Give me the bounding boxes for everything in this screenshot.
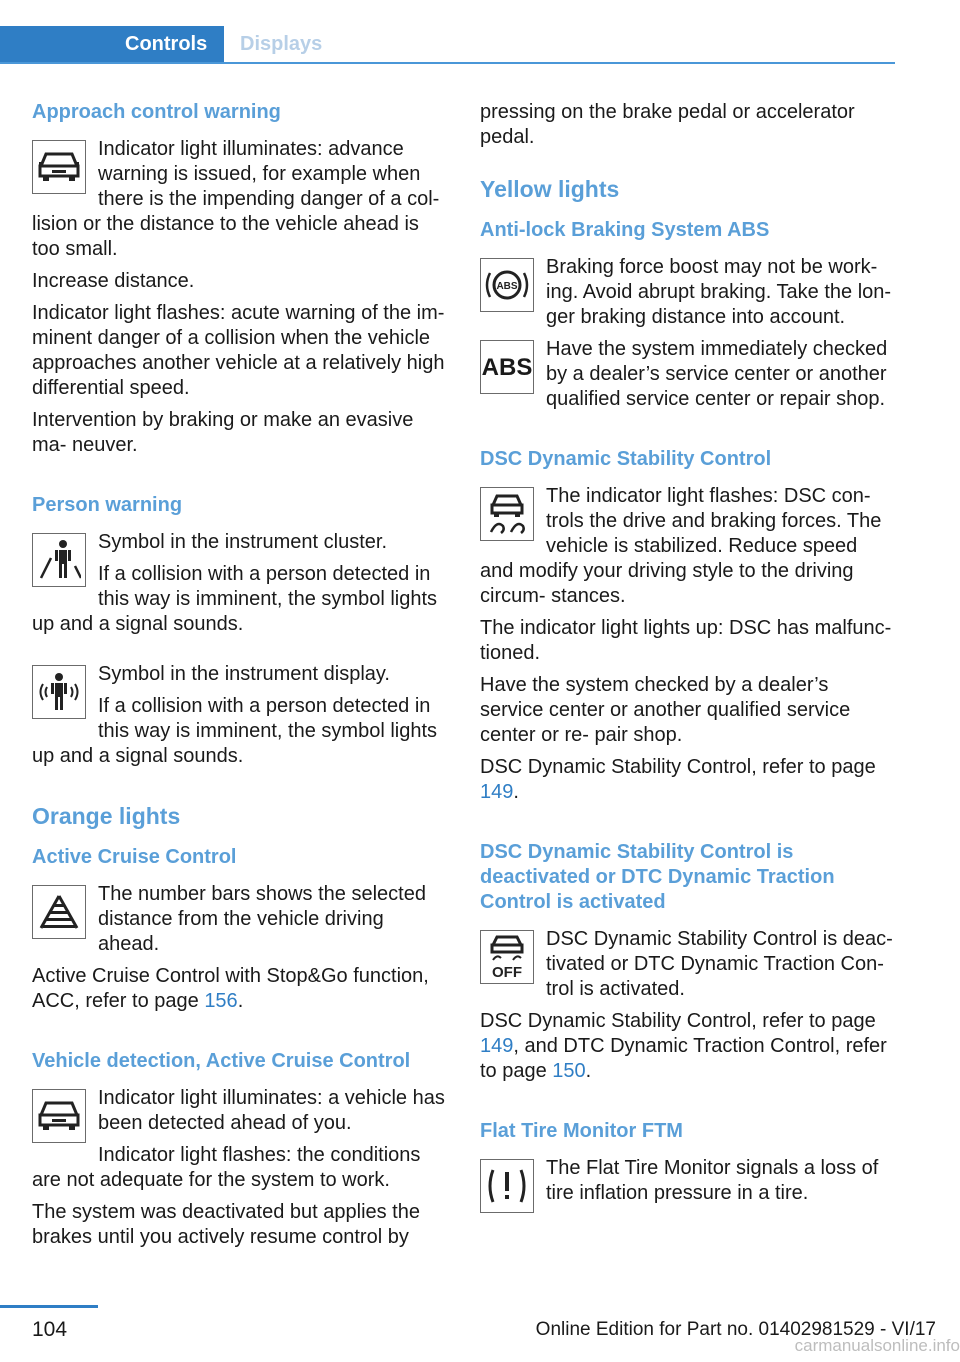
vd-text-2: Indicator light flashes: the conditions are not adequate for the system to work. bbox=[32, 1144, 421, 1191]
section-title-active-cruise-control: Active Cruise Control bbox=[32, 846, 237, 868]
section-title-yellow-lights: Yellow lights bbox=[480, 176, 620, 202]
watermark: carmanualsonline.info bbox=[794, 1336, 960, 1355]
ftm-text-1: The Flat Tire Monitor signals a loss of tire inflation pressure in a tire. bbox=[546, 1157, 879, 1204]
page-link-149-b[interactable]: 149 bbox=[480, 1035, 514, 1057]
acc-text-1: The number bars shows the selected distance from the vehicle driving ahead. bbox=[98, 883, 426, 955]
abs-text-2: Have the system immediately checked by a dealer’s service center or another qualified service center or repair shop. bbox=[546, 338, 888, 410]
abs-text-1: Braking force boost may not be work‐ ing. Avoid abrupt braking. Take the lon‐ ger braking distance into account. bbox=[546, 256, 892, 328]
dsc-off-text-1: DSC Dynamic Stability Control is deac‐ tivated or DTC Dynamic Traction Con‐ trol is activated. bbox=[546, 928, 893, 1000]
tab-controls[interactable]: Controls bbox=[0, 26, 224, 62]
dsc-text-3: Have the system checked by a dealer’s service center or another qualified service center or re‐ pair shop. bbox=[480, 674, 851, 746]
approach-text-1: Indicator light illuminates: advance warning is issued, for example when there is the impending danger of a col‐ lision or the distance to the vehicle ahead is too small. bbox=[32, 138, 440, 260]
vehicle-detected-icon bbox=[32, 1089, 86, 1143]
acc-text-2: Active Cruise Control with Stop&Go function, ACC, refer to page 156. bbox=[32, 965, 429, 1012]
section-title-person-warning: Person warning bbox=[32, 494, 183, 516]
section-title-ftm: Flat Tire Monitor FTM bbox=[480, 1120, 683, 1142]
approach-text-3: Indicator light flashes: acute warning of the im‐ minent danger of a collision when the vehicle approaches another vehicle at a relatively high differential speed. bbox=[32, 302, 445, 399]
person-display-icon bbox=[32, 665, 86, 719]
section-title-approach-control: Approach control warning bbox=[32, 101, 281, 123]
abs-ring-label: ABS bbox=[496, 281, 518, 292]
person-text-1: Symbol in the instrument cluster. bbox=[98, 531, 388, 553]
person-text-2: If a collision with a person detected in this way is imminent, the symbol lights up and a signal sounds. bbox=[32, 563, 438, 635]
page-link-156[interactable]: 156 bbox=[204, 990, 238, 1012]
footer-rule bbox=[0, 1305, 98, 1308]
vd-text-1: Indicator light illuminates: a vehicle has been detected ahead of you. bbox=[98, 1087, 445, 1134]
continued-text: pressing on the brake pedal or accelerator pedal. bbox=[480, 101, 855, 148]
page-link-149[interactable]: 149 bbox=[480, 781, 514, 803]
abs-ring-icon bbox=[480, 258, 534, 312]
off-label: OFF bbox=[492, 964, 522, 980]
person-text-4: If a collision with a person detected in this way is imminent, the symbol lights up and a signal sounds. bbox=[32, 695, 438, 767]
tab-displays[interactable]: Displays bbox=[240, 33, 323, 55]
dsc-text-4: DSC Dynamic Stability Control, refer to page 149. bbox=[480, 756, 876, 803]
approach-text-2: Increase distance. bbox=[32, 270, 195, 292]
section-title-vehicle-detection: Vehicle detection, Active Cruise Control bbox=[32, 1050, 411, 1072]
distance-bars-icon bbox=[32, 885, 86, 939]
person-warning-icon bbox=[32, 533, 86, 587]
dsc-icon bbox=[480, 487, 534, 541]
edition-text: Online Edition for Part no. 01402981529 - VI/17 bbox=[535, 1319, 936, 1340]
tab-bar bbox=[0, 26, 895, 64]
abs-text-icon bbox=[480, 340, 534, 394]
section-title-abs: Anti-lock Braking System ABS bbox=[480, 219, 770, 241]
person-text-3: Symbol in the instrument display. bbox=[98, 663, 390, 685]
dsc-off-text-2: DSC Dynamic Stability Control, refer to page 149, and DTC Dynamic Traction Control, refer to page 150. bbox=[480, 1010, 887, 1082]
dsc-text-2: The indicator light lights up: DSC has malfunc‐ tioned. bbox=[480, 617, 892, 664]
car-warning-icon bbox=[32, 140, 86, 194]
page-link-150[interactable]: 150 bbox=[552, 1060, 586, 1082]
dsc-off-icon bbox=[480, 930, 534, 984]
right-column bbox=[480, 100, 895, 1219]
abs-label: ABS bbox=[481, 353, 533, 381]
page-number: 104 bbox=[32, 1318, 68, 1341]
section-title-dsc: DSC Dynamic Stability Control bbox=[480, 448, 772, 470]
left-column bbox=[32, 100, 447, 1257]
dsc-text-1: The indicator light flashes: DSC con‐ trols the drive and braking forces. The vehicle is stabilized. Reduce speed and modify your driving style to the driving circum‐ stances. bbox=[480, 485, 882, 607]
section-title-dsc-off: DSC Dynamic Stability Control is deactivated or DTC Dynamic Traction Control is activated bbox=[480, 841, 835, 913]
vd-text-3: The system was deactivated but applies the brakes until you actively resume control by bbox=[32, 1201, 420, 1248]
section-title-orange-lights: Orange lights bbox=[32, 803, 181, 829]
approach-text-4: Intervention by braking or make an evasive ma‐ neuver. bbox=[32, 409, 414, 456]
tire-warning-icon bbox=[480, 1159, 534, 1213]
